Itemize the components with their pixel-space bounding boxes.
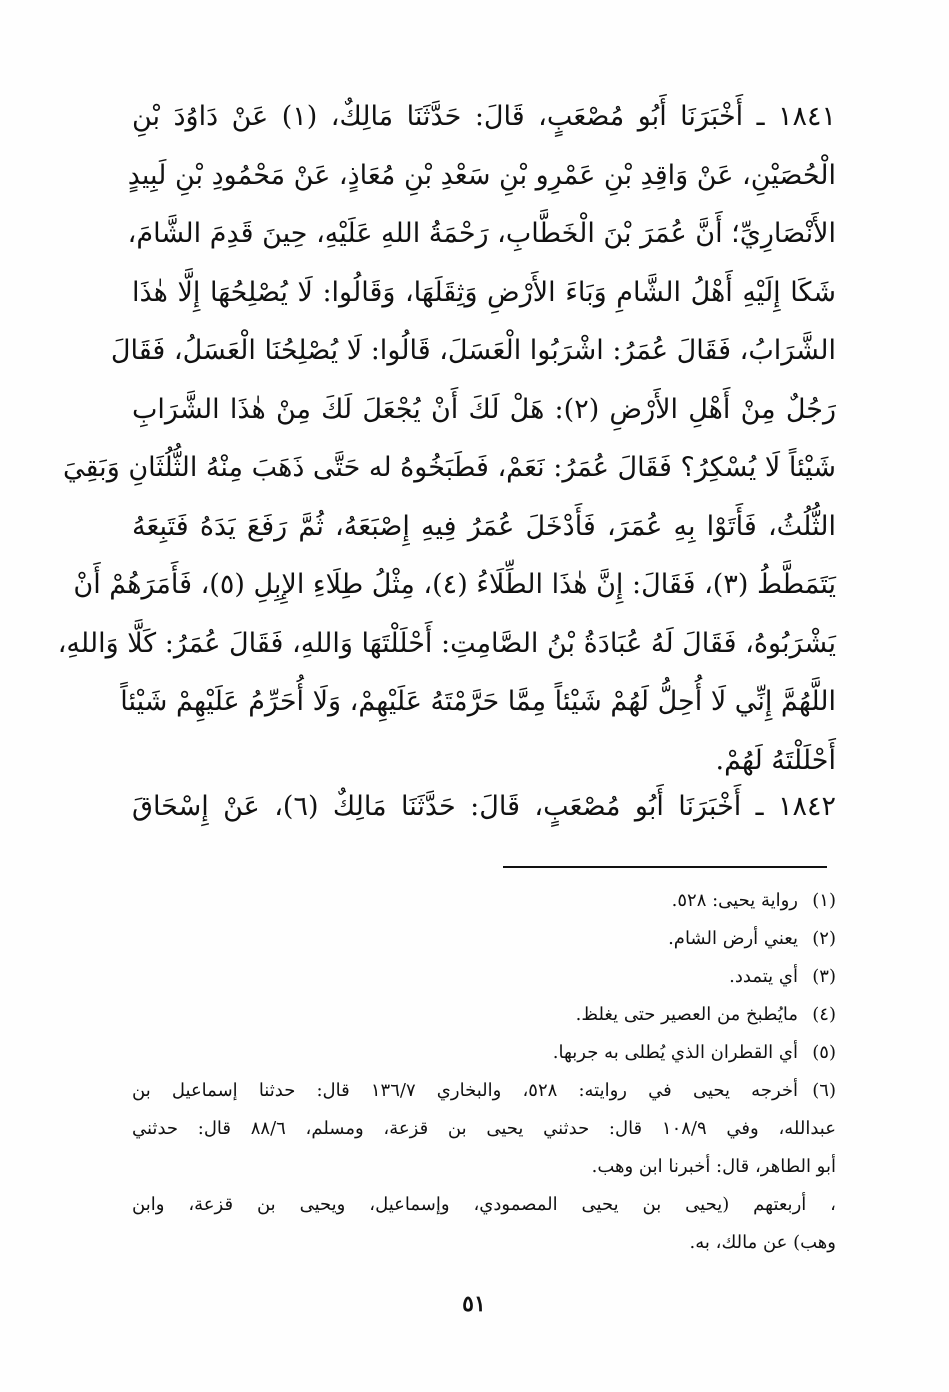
footnote-number: (٥) [812,1042,836,1063]
text-line: الشَّرَابُ، فَقَالَ عُمَرُ: اشْرَبُوا الْعَسَلَ، قَالُوا: لَا يُصْلِحُنَا الْعَسَلُ، فَقَالَ [110,335,836,366]
page-number: ٥١ [462,1291,486,1317]
footnote-continuation [132,1110,836,1262]
text-line: الْحُصَيْنِ، عَنْ وَاقِدِ بْنِ عَمْرِو بْنِ سَعْدِ بْنِ مُعَاذٍ، عَنْ مَحْمُودِ بْنِ لَبِيدٍ [127,159,836,191]
text-line: يَشْرَبُوهُ، فَقَالَ لَهُ عُبَادَةُ بْنُ الصَّامِتِ: أَحْلَلْتَهَا وَاللهِ، فَقَالَ عُمَرُ: كَلَّا وَاللهِ، [57,627,836,659]
text-line: ١٨٤٢ ـ أَخْبَرَنَا أَبُو مُصْعَبٍ، قَالَ: حَدَّثَنَا مَالِكٌ (٦)، عَنْ إِسْحَاقَ [132,791,836,822]
footnote-text: عبدالله، وفي ١٠٨/٩ قال: حدثني يحيى بن قزعة، ومسلم، ٨٨/٦ قال: حدثني [132,1118,836,1139]
footnote-number: (٣) [812,966,836,987]
text-line: شَيْئاً لَا يُسْكِرُ؟ فَقَالَ عُمَرُ: نَعَمْ، فَطَبَخُوهُ له حَتَّى ذَهَبَ مِنْهُ الثُّلُثَانِ وَبَقِيَ [63,452,836,483]
footnote [132,882,836,920]
text-line: شَكَا إِلَيْهِ أَهْلُ الشَّامِ وَبَاءَ الأَرْضِ وَثِقَلَهَا، وَقَالُوا: لَا يُصْلِحُهَا إِلَّا هٰذَا [132,276,836,308]
footnote [132,958,836,996]
footnote-number: (٦) [812,1080,836,1101]
text-line: اللَّهُمَّ إِنِّي لَا أُحِلُّ لَهُمْ شَيْئاً مِمَّا حَرَّمْتَهُ عَلَيْهِمْ، وَلَا أُحَرِّمُ عَلَيْهِمْ شَيْئاً [120,686,836,717]
hadith-1842-paragraph [132,778,836,837]
footnote [132,1072,836,1110]
footnote-text: أخرجه يحيى في روايته: ٥٢٨، والبخاري ١٣٦/٧ قال: حدثنا إسماعيل بن [132,1080,799,1101]
footnotes [132,882,836,1262]
footnote-number: (١) [812,890,836,911]
footnote [132,920,836,958]
footnote [132,996,836,1034]
footnote-text: أبو الطاهر، قال: أخبرنا ابن وهب. [591,1156,836,1177]
footnote-text: ، أربعتهم (يحيى بن يحيى المصمودي، وإسماعيل، ويحيى بن قزعة، وابن [132,1194,836,1215]
text-line: يَتَمَطَّطُ (٣)، فَقَالَ: إِنَّ هٰذَا الطِّلَاءُ (٤)، مِثْلُ طِلَاءِ الإِبِلِ (٥)، فَأَمَرَهُمْ أَنْ [73,569,836,600]
text-line: الثُّلُثُ، فَأَتَوْا بِهِ عُمَرَ، فَأَدْخَلَ عُمَرُ فِيهِ إِصْبَعَهُ، ثُمَّ رَفَعَ يَدَهُ فَتَبِعَهُ [132,510,836,542]
footnote-text: وهب) عن مالك، به. [689,1232,836,1253]
footnote-text: مايُطبخ من العصير حتى يغلظ. [575,1004,798,1025]
footnote-text: رواية يحيى: ٥٢٨. [671,890,798,911]
footnote-number: (٤) [812,1004,836,1025]
footnote-text: أي يتمدد. [729,966,798,987]
footnote [132,1034,836,1072]
text-line: أَحْلَلْتَهُ لَهُمْ. [715,744,836,776]
text-line: ١٨٤١ ـ أَخْبَرَنَا أَبُو مُصْعَبٍ، قَالَ: حَدَّثَنَا مَالِكٌ، (١) عَنْ دَاوُدَ بْنِ [132,101,836,132]
footnote-text: يعني أرض الشام. [668,928,798,949]
text-line: رَجُلٌ مِنْ أَهْلِ الأَرْضِ (٢): هَلْ لَكَ أَنْ يُجْعَلَ لَكَ مِنْ هٰذَا الشَّرَابِ [132,393,836,425]
footnote-separator [503,866,827,868]
hadith-1841-paragraph [57,88,836,790]
footnote-number: (٢) [812,928,836,949]
text-line: الأَنْصَارِيِّ؛ أَنَّ عُمَرَ بْنَ الْخَطَّابِ، رَحْمَةُ اللهِ عَلَيْهِ، حِينَ قَدِمَ الشَّامَ، [127,218,836,249]
footnote-text: أي القطران الذي يُطلى به جربها. [552,1042,798,1063]
